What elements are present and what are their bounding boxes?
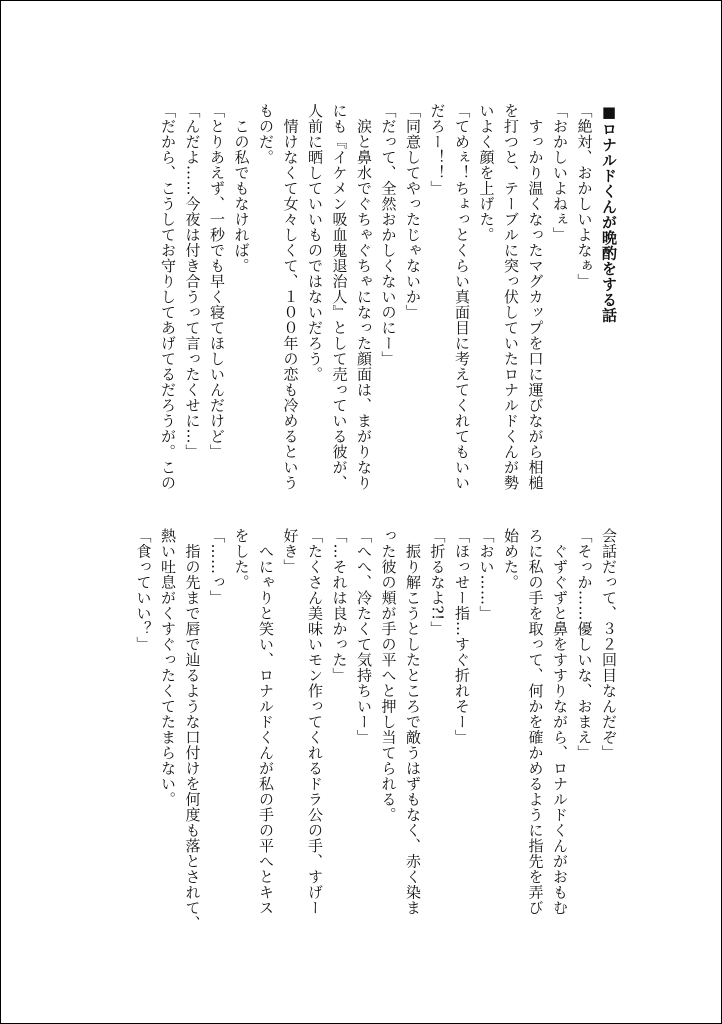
text-line: 人前に晒していいものではないだろう。 <box>306 103 324 382</box>
text-line: ぐずぐずと鼻をすすりながら、ロナルドくんがおもむ <box>551 528 569 916</box>
text-line: 指の先まで唇で辿るような口付けを何度も落とされて、 <box>183 528 202 931</box>
text-line: 「食っていい？」 <box>134 528 153 652</box>
text-line: 「てめぇ！ちょっとくらい真面目に考えてくれてもいい <box>453 103 471 491</box>
text-line: 「だって、全然おかしくないのにー」 <box>379 103 398 367</box>
text-line: 熱い吐息がくすぐったくてたまらない。 <box>159 528 177 807</box>
text-line: 「んだよ……今夜は付き合うって言ったくせに…」 <box>183 103 202 460</box>
text-line: 「そっか……優しいな、おまえ」 <box>575 528 594 761</box>
text-line: 「同意してやったじゃないか」 <box>404 103 422 320</box>
text-line: 振り解こうとしたところで敵うはずもなく、赤く染ま <box>404 528 422 916</box>
upper-text-block <box>101 103 621 503</box>
text-line: 情けなくて女々しくて、１００年の恋も冷めるという <box>281 103 300 491</box>
text-line: をした。 <box>232 528 251 590</box>
text-line: この私でもなければ。 <box>232 103 251 274</box>
text-line: いよく顔を上げた。 <box>477 103 496 243</box>
text-line: 「だから、こうしてお守りしてあげてるだろうが。この <box>159 103 177 491</box>
text-line: 「ほっせー指…すぐ折れそー」 <box>453 528 471 745</box>
text-line: へにゃりと笑い、ロナルドくんが私の手の平へとキス <box>257 528 275 916</box>
text-line: を打つと、テーブルに突っ伏していたロナルドくんが勢 <box>502 103 520 491</box>
text-line: にも『イケメン吸血鬼退治人』として売っている彼が、 <box>330 103 349 491</box>
text-line: 「おい……」 <box>477 528 496 621</box>
text-line: 涙と鼻水でぐちゃぐちゃになった顔面は、まがりなり <box>355 103 373 491</box>
text-line: 「……っ」 <box>208 528 226 606</box>
text-line: 「…それは良かった」 <box>330 528 349 683</box>
text-line: ものだ。 <box>257 103 275 165</box>
text-line: 「へへ、冷たくて気持ちいー」 <box>355 528 373 745</box>
lower-text-block <box>101 528 621 938</box>
text-line: った彼の頬が手の平へと押し当てられる。 <box>379 528 398 823</box>
text-line: ろに私の手を取って、何かを確かめるように指先を弄び <box>526 528 545 916</box>
text-line: 「絶対、おかしいよなぁ」 <box>575 103 594 289</box>
text-line: だろー！！」 <box>428 103 447 196</box>
text-line: 始めた。 <box>502 528 520 590</box>
text-line: 会話だって、３２回目なんだぞ」 <box>600 528 618 761</box>
text-line: 「とりあえず、一秒でも早く寝てほしいんだけど」 <box>208 103 226 460</box>
text-line: 「折るなよ?!」 <box>428 528 447 637</box>
text-line: 「たくさん美味いモン作ってくれるドラ公の手、すげー <box>306 528 324 916</box>
story-title: ■ロナルドくんが晩酌をする話 <box>600 103 618 323</box>
text-line: すっかり温くなったマグカップを口に運びながら相槌 <box>526 103 545 491</box>
text-line: 「おかしいよねぇ」 <box>551 103 569 243</box>
text-line: 好き」 <box>281 528 300 575</box>
